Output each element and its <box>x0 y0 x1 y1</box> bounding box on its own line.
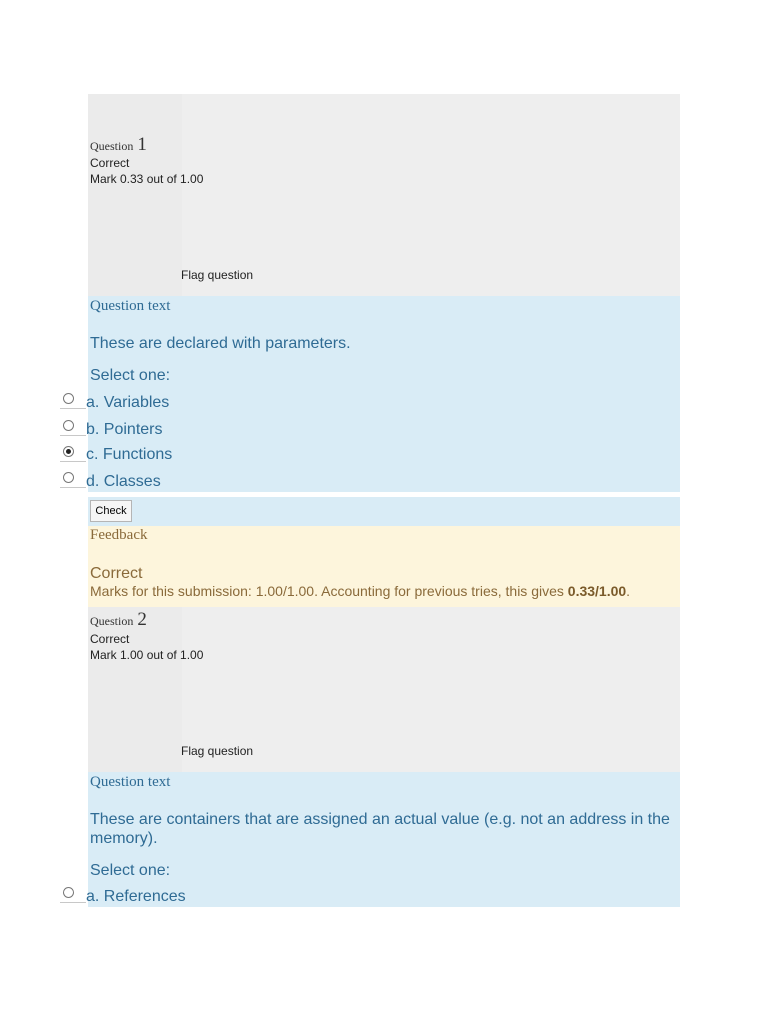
flag-question-link[interactable]: Flag question <box>181 268 254 282</box>
question-number: Question 1 <box>90 134 147 155</box>
question-text-label: Question text <box>90 774 171 790</box>
check-row <box>88 497 680 526</box>
radio-button[interactable] <box>63 472 74 483</box>
question-state: Correct <box>90 156 130 170</box>
question-mark: Mark 0.33 out of 1.00 <box>90 172 204 186</box>
question-2-content <box>88 772 680 907</box>
check-button[interactable]: Check <box>90 500 132 522</box>
radio-button[interactable] <box>63 887 74 898</box>
flag-question-link[interactable]: Flag question <box>181 744 254 758</box>
radio-button[interactable] <box>63 420 74 431</box>
feedback-marks: Marks for this submission: 1.00/1.00. Accounting for previous tries, this gives 0.33/1.00. <box>90 583 631 599</box>
question-text: These are declared with parameters. <box>90 335 351 352</box>
select-one-label: Select one: <box>90 862 171 879</box>
question-1-info <box>88 94 680 296</box>
radio-button-selected[interactable] <box>63 446 74 457</box>
question-1-content <box>88 296 680 492</box>
feedback-block <box>88 526 680 607</box>
question-text-label: Question text <box>90 298 171 314</box>
radio-button[interactable] <box>63 393 74 404</box>
feedback-label: Feedback <box>90 527 148 543</box>
question-state: Correct <box>90 632 130 646</box>
question-text: These are containers that are assigned an actual value (e.g. not an address in the memory). <box>90 811 670 847</box>
question-2-info <box>88 607 680 772</box>
select-one-label: Select one: <box>90 367 171 384</box>
feedback-result: Correct <box>90 565 143 582</box>
question-number: Question 2 <box>90 609 147 630</box>
question-mark: Mark 1.00 out of 1.00 <box>90 648 204 662</box>
